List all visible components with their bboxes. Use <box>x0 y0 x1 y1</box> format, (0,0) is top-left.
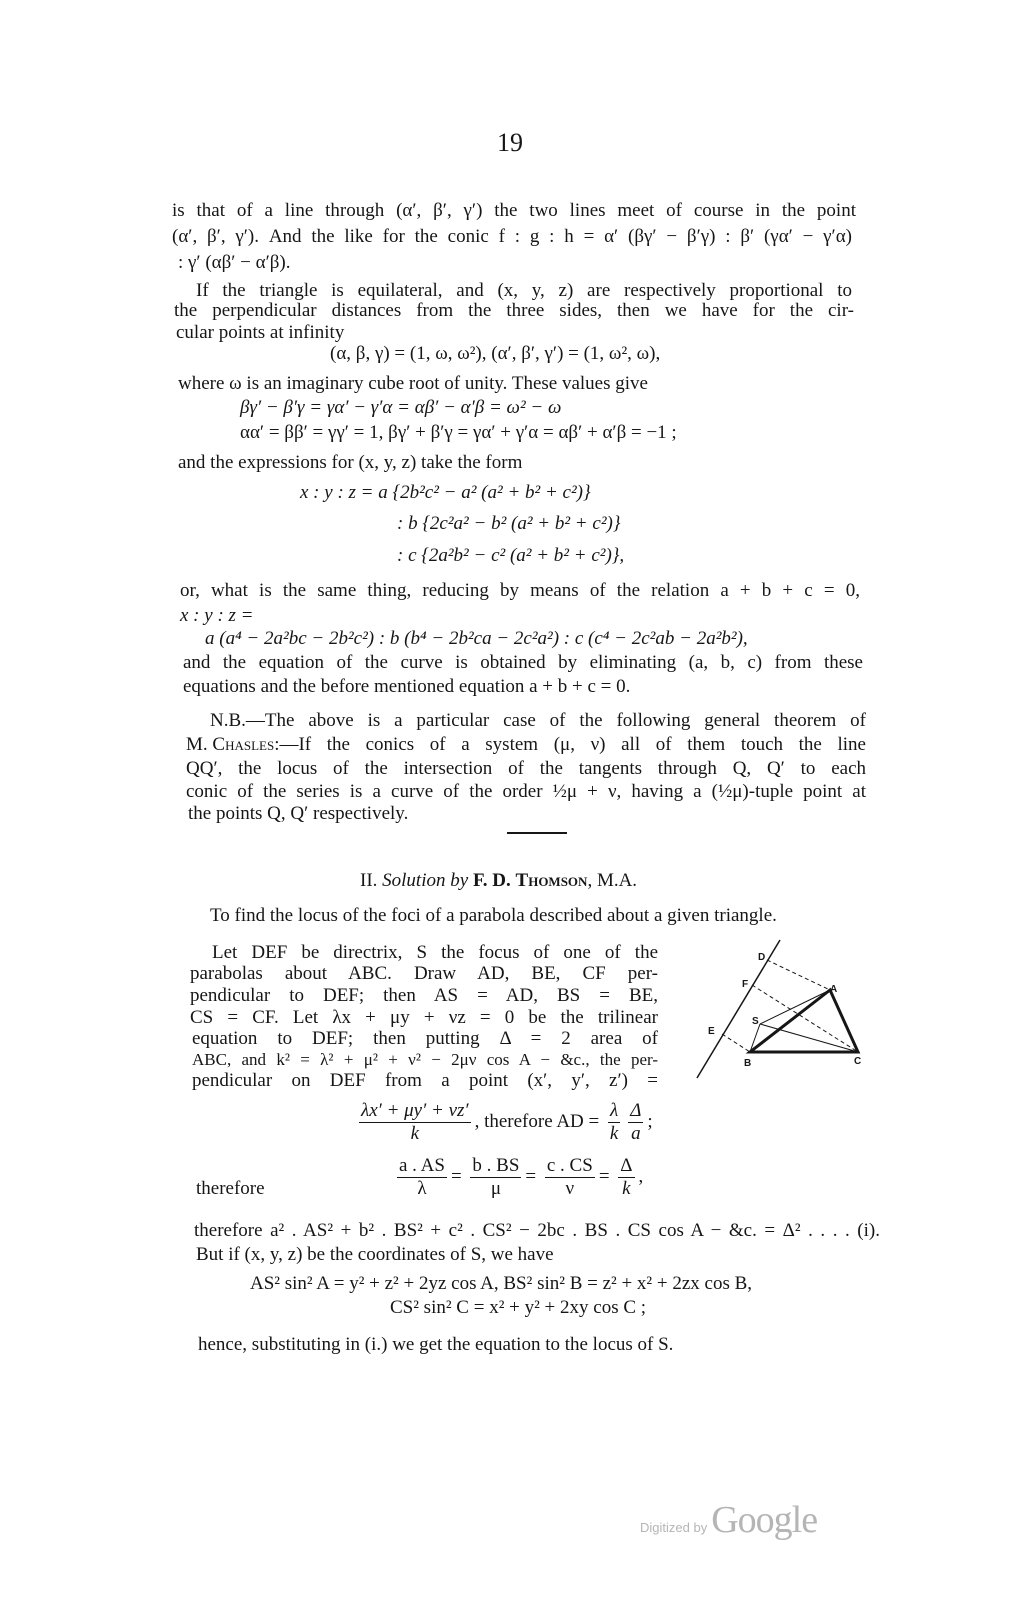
text-line: cular points at infinity <box>176 322 345 343</box>
text-line: To find the locus of the foci of a parabola described about a given triangle. <box>210 905 777 926</box>
text-line: conic of the series is a curve of the order ½μ + ν, having a (½μ)-tuple point at <box>186 781 866 802</box>
label-f: F <box>742 979 749 990</box>
equals: = <box>450 1165 462 1187</box>
text: , therefore AD = <box>474 1110 600 1132</box>
denominator: ν <box>565 1178 575 1199</box>
denominator: k <box>410 1123 419 1144</box>
text-line: : γ′ (αβ′ − α′β). <box>178 252 291 273</box>
numerator: b . BS <box>472 1155 520 1176</box>
text-line: parabolas about ABC. Draw AD, BE, CF per- <box>190 963 658 984</box>
text-line: is that of a line through (α′, β′, γ′) the two lines meet of course in the point <box>172 200 856 221</box>
numerator: c . CS <box>546 1155 593 1176</box>
numerator: Δ <box>620 1155 633 1176</box>
google-logo: Google <box>711 1499 818 1541</box>
text-line: equation to DEF; then putting Δ = 2 area of <box>192 1028 658 1049</box>
label-s: S <box>752 1016 759 1027</box>
equation: (α, β, γ) = (1, ω, ω²), (α′, β′, γ′) = (1, ω², ω), <box>330 343 661 364</box>
author-name: Chasles <box>212 734 275 755</box>
denominator: μ <box>490 1178 501 1199</box>
text-line: If the triangle is equilateral, and (x, y, z) are respectively proportional to <box>196 280 852 301</box>
denominator: k <box>609 1123 619 1144</box>
fraction <box>359 1100 471 1145</box>
parabola-triangle-diagram <box>680 930 880 1090</box>
label-e: E <box>708 1026 715 1037</box>
text: , <box>638 1165 644 1187</box>
perpendicular-be <box>722 1034 750 1052</box>
text: ; <box>647 1110 653 1132</box>
numerator: Δ <box>630 1100 642 1121</box>
numerator: λ <box>610 1100 619 1121</box>
fraction <box>545 1155 595 1200</box>
numerator: λx′ + μy′ + νz′ <box>361 1100 469 1121</box>
text-line: where ω is an imaginary cube root of unity. These values give <box>178 373 648 394</box>
label-d: D <box>758 952 766 963</box>
equation: x : y : z = <box>180 605 254 626</box>
text: M. <box>186 734 213 755</box>
equation: a (a⁴ − 2a²bc − 2b²c²) : b (b⁴ − 2b²ca − 2c²a²) : c (c⁴ − 2c²ab − 2a²b²), <box>205 628 748 649</box>
numerator: a . AS <box>399 1155 445 1176</box>
equation: CS² sin² C = x² + y² + 2xy cos C ; <box>390 1297 647 1318</box>
equation-ad <box>355 1100 653 1145</box>
line-sc <box>760 1024 858 1052</box>
label-a: A <box>830 984 838 995</box>
text-line: But if (x, y, z) be the coordinates of S, we have <box>196 1244 554 1265</box>
text-line: and the expressions for (x, y, z) take the form <box>178 452 523 473</box>
digitized-label: Digitized by <box>640 1520 708 1535</box>
digitized-by-google-watermark <box>640 1498 817 1542</box>
denominator: λ <box>417 1178 427 1199</box>
text-line: or, what is the same thing, reducing by means of the relation a + b + c = 0, <box>180 580 860 601</box>
fraction <box>628 1100 643 1145</box>
fraction <box>397 1155 447 1200</box>
text-line: ABC, and k² = λ² + μ² + ν² − 2μν cos A − &c., the per- <box>192 1050 658 1069</box>
equation: therefore a² . AS² + b² . BS² + c² . CS² − 2bc . BS . CS cos A − &c. = Δ² . . . . (i). <box>194 1220 880 1241</box>
equals: = <box>598 1165 610 1187</box>
equation: : b {2c²a² − b² (a² + b² + c²)} <box>397 513 621 534</box>
perpendicular-ad <box>767 960 830 990</box>
fraction <box>470 1155 521 1200</box>
label-c: C <box>854 1056 862 1067</box>
equation: αα′ = ββ′ = γγ′ = 1, βγ′ + β′γ = γα′ + γ′α = αβ′ + α′β = −1 ; <box>240 422 677 443</box>
denominator: k <box>622 1178 631 1199</box>
equation: AS² sin² A = y² + z² + 2yz cos A, BS² sin² B = z² + x² + 2zx cos B, <box>250 1273 753 1294</box>
label-b: B <box>744 1058 752 1069</box>
fraction <box>618 1155 634 1200</box>
fraction <box>608 1100 620 1145</box>
text-line: equations and the before mentioned equation a + b + c = 0. <box>183 676 631 697</box>
text-line: QQ′, the locus of the intersection of the tangents through Q, Q′ to each <box>186 758 866 779</box>
equation: x : y : z = a {2b²c² − a² (a² + b² + c²)} <box>300 482 591 503</box>
section-number: II. <box>360 870 378 891</box>
equation-ratios <box>393 1155 643 1200</box>
section-heading <box>360 870 637 892</box>
text: :—If the conics of a system (μ, ν) all of them touch the line <box>274 734 866 755</box>
section-divider <box>507 832 567 834</box>
text-line: N.B.—The above is a particular case of the following general theorem of <box>210 710 866 731</box>
text-line: hence, substituting in (i.) we get the equation to the locus of S. <box>198 1334 674 1355</box>
text-line <box>186 734 866 756</box>
denominator: a <box>631 1123 641 1144</box>
text-line: and the equation of the curve is obtained by eliminating (a, b, c) from these <box>183 652 863 673</box>
equals: = <box>525 1165 537 1187</box>
text-line: Let DEF be directrix, S the focus of one of the <box>212 942 658 963</box>
text-line: the points Q, Q′ respectively. <box>188 803 409 824</box>
solution-label: Solution by <box>382 870 469 891</box>
text-line: pendicular on DEF from a point (x′, y′, z′) = <box>192 1070 658 1091</box>
equation: : c {2a²b² − c² (a² + b² + c²)}, <box>397 545 625 566</box>
text-line: the perpendicular distances from the three sides, then we have for the cir- <box>174 300 854 321</box>
equation: βγ′ − β′γ = γα′ − γ′α = αβ′ − α′β = ω² − ω <box>240 397 562 418</box>
text-line: CS = CF. Let λx + μy + νz = 0 be the trilinear <box>190 1007 658 1028</box>
author-initials: F. D. <box>472 870 511 891</box>
author-degree: , M.A. <box>587 870 638 891</box>
page-number: 19 <box>497 128 523 157</box>
text-line: (α′, β′, γ′). And the like for the conic f : g : h = α′ (βγ′ − β′γ) : β′ (γα′ − γ′α) <box>172 226 852 247</box>
author-name: Thomson <box>515 870 588 891</box>
text-line: therefore <box>196 1178 265 1199</box>
text-line: pendicular to DEF; then AS = AD, BS = BE, <box>190 985 658 1006</box>
